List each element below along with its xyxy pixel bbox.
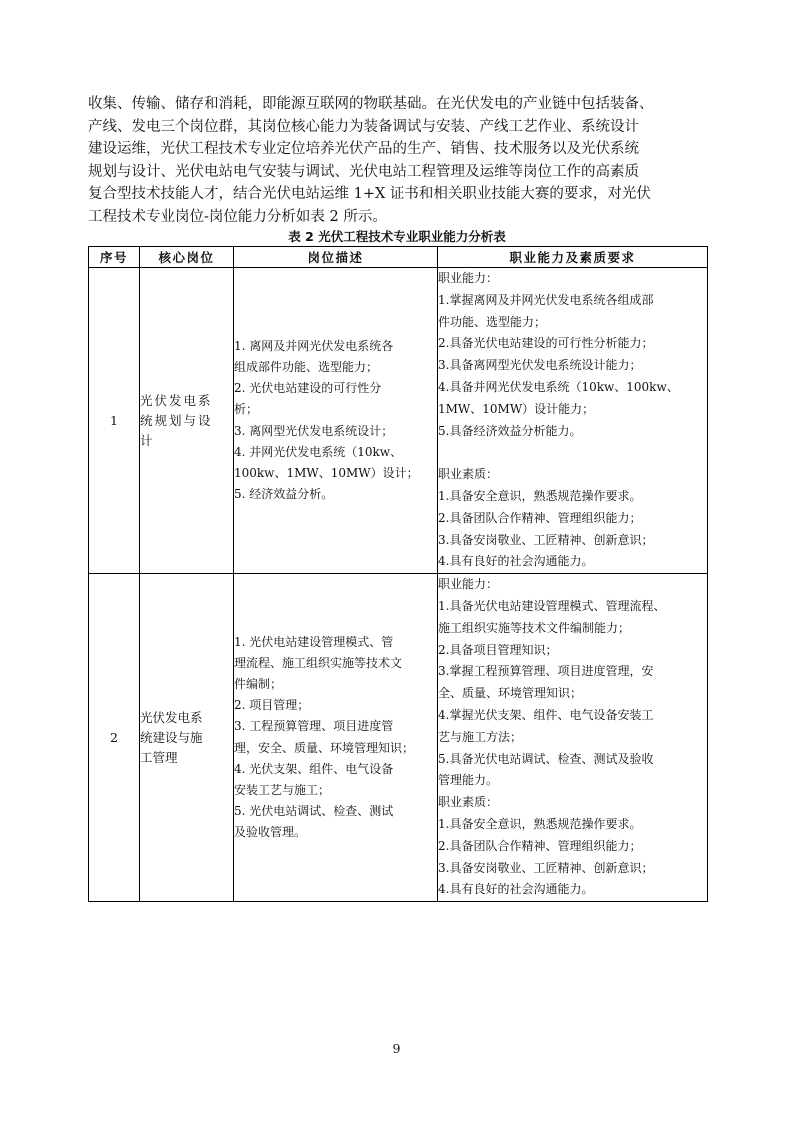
desc-line: 理，安全、质量、环境管理知识； (234, 740, 415, 755)
ability-line: 3.具备离网型光伏发电系统设计能力； (438, 358, 642, 373)
row-seq: 2 (89, 574, 140, 902)
quality-title: 职业素质： (438, 467, 499, 482)
quality-line: 1.具备安全意识，熟悉规范操作要求。 (438, 816, 642, 831)
ability-line: 管理能力。 (438, 773, 499, 788)
desc-line: 组成部件功能、选型能力； (234, 359, 379, 374)
intro-line: 规划与设计、光伏电站电气安装与调试、光伏电站工程管理及运维等岗位工作的高素质 (88, 163, 639, 180)
post-line: 光伏发电系 (140, 709, 203, 725)
desc-line: 理流程、施工组织实施等技术文 (234, 655, 403, 670)
ability-line: 施工组织实施等技术文件编制能力； (438, 620, 631, 635)
table-row (89, 574, 708, 902)
post-line: 工管理 (140, 749, 178, 765)
ability-line: 5.具备经济效益分析能力。 (438, 423, 582, 438)
row-description (234, 574, 438, 902)
row-requirements (438, 574, 708, 902)
ability-line: 2.具备项目管理知识； (438, 642, 558, 657)
ability-line: 艺与施工方法； (438, 729, 523, 744)
intro-line: 复合型技术技能人才，结合光伏电站运维 1+X 证书和相关职业技能大赛的要求，对光伏 (88, 186, 651, 202)
desc-line: 2. 项目管理； (234, 698, 310, 713)
ability-line: 2.具备光伏电站建设的可行性分析能力； (438, 336, 654, 351)
row-post (140, 268, 234, 574)
desc-line: 2. 光伏电站建设的可行性分 (234, 381, 382, 396)
quality-line: 2.具备团队合作精神、管理组织能力； (438, 838, 642, 853)
header-seq: 序号 (89, 247, 140, 268)
quality-title: 职业素质： (438, 795, 499, 810)
desc-line: 3. 工程预算管理、项目进度管 (234, 719, 394, 734)
header-description: 岗位描述 (234, 247, 438, 268)
ability-line: 5.具备光伏电站调试、检查、测试及验收 (438, 751, 654, 766)
intro-paragraph (88, 93, 706, 228)
page-number: 9 (392, 1041, 401, 1056)
post-line: 计 (140, 432, 155, 448)
desc-line: 及验收管理。 (234, 825, 307, 840)
quality-line: 4.具有良好的社会沟通能力。 (438, 554, 594, 569)
desc-line: 5. 经济效益分析。 (234, 487, 334, 502)
ability-line: 4.具备并网光伏发电系统（10kw、100kw、 (438, 379, 679, 394)
ability-analysis-table (88, 246, 708, 902)
desc-line: 1. 离网及并网光伏发电系统各 (234, 338, 394, 353)
ability-line: 1.掌握离网及并网光伏发电系统各组成部 (438, 292, 654, 307)
desc-line: 4. 光伏支架、组件、电气设备 (234, 761, 394, 776)
ability-title: 职业能力： (438, 271, 499, 285)
table-row (89, 268, 708, 574)
ability-line: 1MW、10MW）设计能力； (438, 401, 595, 416)
row-seq: 1 (89, 268, 140, 574)
ability-title: 职业能力： (438, 577, 499, 592)
intro-line: 建设运维，光伏工程技术专业定位培养光伏产品的生产、销售、技术服务以及光伏系统 (88, 141, 639, 157)
row-requirements (438, 268, 708, 574)
desc-line: 3. 离网型光伏发电系统设计； (234, 423, 394, 438)
desc-line: 安装工艺与施工； (234, 783, 331, 798)
header-post: 核心岗位 (140, 247, 234, 268)
post-line: 光伏发电系 (140, 392, 213, 408)
table-header-row (89, 247, 708, 268)
desc-line: 100kw、1MW、10MW）设计； (234, 465, 419, 480)
desc-line: 1. 光伏电站建设管理模式、管 (234, 634, 394, 649)
quality-line: 1.具备安全意识，熟悉规范操作要求。 (438, 488, 642, 503)
desc-line: 4. 并网光伏发电系统（10kw、 (234, 444, 403, 459)
ability-line: 件功能、选型能力； (438, 314, 547, 329)
desc-line: 5. 光伏电站调试、检查、测试 (234, 804, 394, 819)
intro-line: 工程技术专业岗位-岗位能力分析如表 2 所示。 (88, 208, 387, 225)
desc-line: 析； (234, 402, 259, 417)
section-gap (438, 442, 707, 464)
intro-line: 收集、传输、储存和消耗，即能源互联网的物联基础。在光伏发电的产业链中包括装备、 (88, 96, 654, 112)
quality-line: 2.具备团队合作精神、管理组织能力； (438, 510, 642, 525)
ability-line: 4.掌握光伏支架、组件、电气设备安装工 (438, 707, 654, 722)
quality-line: 4.具有良好的社会沟通能力。 (438, 882, 594, 897)
ability-line: 全、质量、环境管理知识； (438, 686, 583, 701)
ability-line: 1.具备光伏电站建设管理模式、管理流程、 (438, 598, 666, 613)
ability-line: 3.掌握工程预算管理、项目进度管理，安 (438, 664, 654, 679)
quality-line: 3.具备安岗敬业、工匠精神、创新意识； (438, 532, 654, 547)
quality-line: 3.具备安岗敬业、工匠精神、创新意识； (438, 860, 654, 875)
row-description (234, 268, 438, 574)
table-caption: 表 2 光伏工程技术专业职业能力分析表 (288, 229, 506, 244)
post-line: 统规划与设 (140, 412, 213, 428)
intro-line: 产线、发电三个岗位群，其岗位核心能力为装备调试与安装、产线工艺作业、系统设计 (88, 118, 639, 135)
header-requirements: 职业能力及素质要求 (438, 247, 708, 268)
post-line: 统建设与施 (140, 729, 203, 745)
desc-line: 件编制； (234, 677, 283, 692)
row-post (140, 574, 234, 902)
